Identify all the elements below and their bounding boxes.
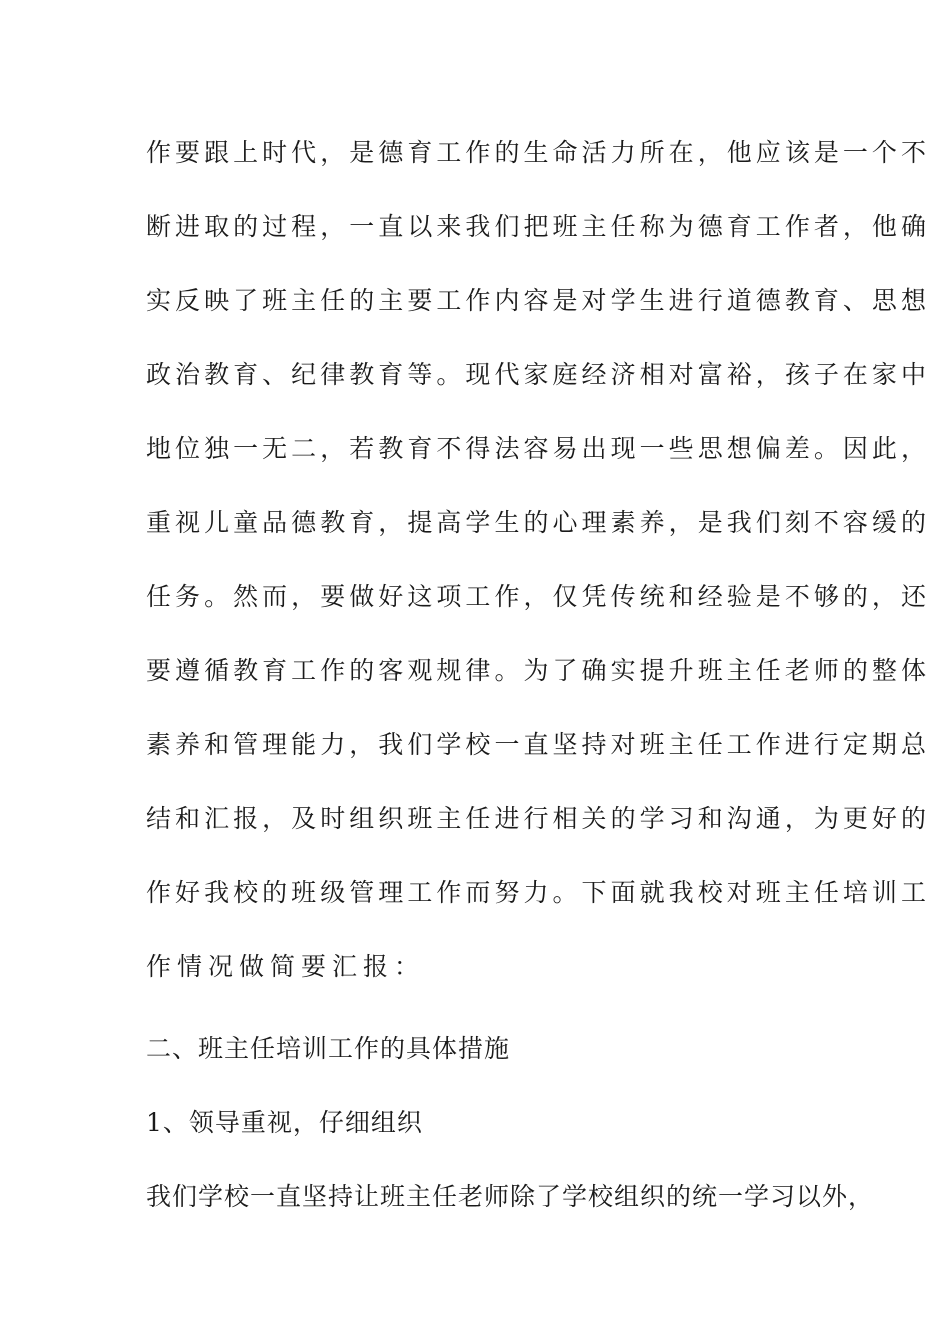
paragraph-line-5: 地位独一无二，若教育不得法容易出现一些思想偏差。因此， (146, 434, 931, 463)
paragraph-line-10: 结和汇报，及时组织班主任进行相关的学习和沟通，为更好的 (146, 804, 931, 833)
paragraph-line-4: 政治教育、纪律教育等。现代家庭经济相对富裕，孩子在家中 (146, 360, 931, 389)
paragraph-line-3: 实反映了班主任的主要工作内容是对学生进行道德教育、思想 (146, 286, 931, 315)
section-heading: 二、班主任培训工作的具体措施 (146, 1034, 511, 1063)
paragraph-line-8: 要遵循教育工作的客观规律。为了确实提升班主任老师的整体 (146, 656, 931, 685)
subsection-heading: 1、领导重视，仔细组织 (146, 1108, 423, 1137)
paragraph-line-7: 任务。然而，要做好这项工作，仅凭传统和经验是不够的，还 (146, 582, 931, 611)
paragraph-line-1: 作要跟上时代，是德育工作的生命活力所在，他应该是一个不 (146, 138, 931, 167)
paragraph-line-2: 断进取的过程，一直以来我们把班主任称为德育工作者，他确 (146, 212, 931, 241)
paragraph-line-11: 作好我校的班级管理工作而努力。下面就我校对班主任培训工 (146, 878, 931, 907)
paragraph-line-9: 素养和管理能力，我们学校一直坚持对班主任工作进行定期总 (146, 730, 931, 759)
paragraph-line-6: 重视儿童品德教育，提高学生的心理素养，是我们刻不容缓的 (146, 508, 931, 537)
paragraph-last-line: 我们学校一直坚持让班主任老师除了学校组织的统一学习以外， (146, 1182, 875, 1211)
paragraph-line-12: 作情况做简要汇报： (146, 952, 426, 981)
